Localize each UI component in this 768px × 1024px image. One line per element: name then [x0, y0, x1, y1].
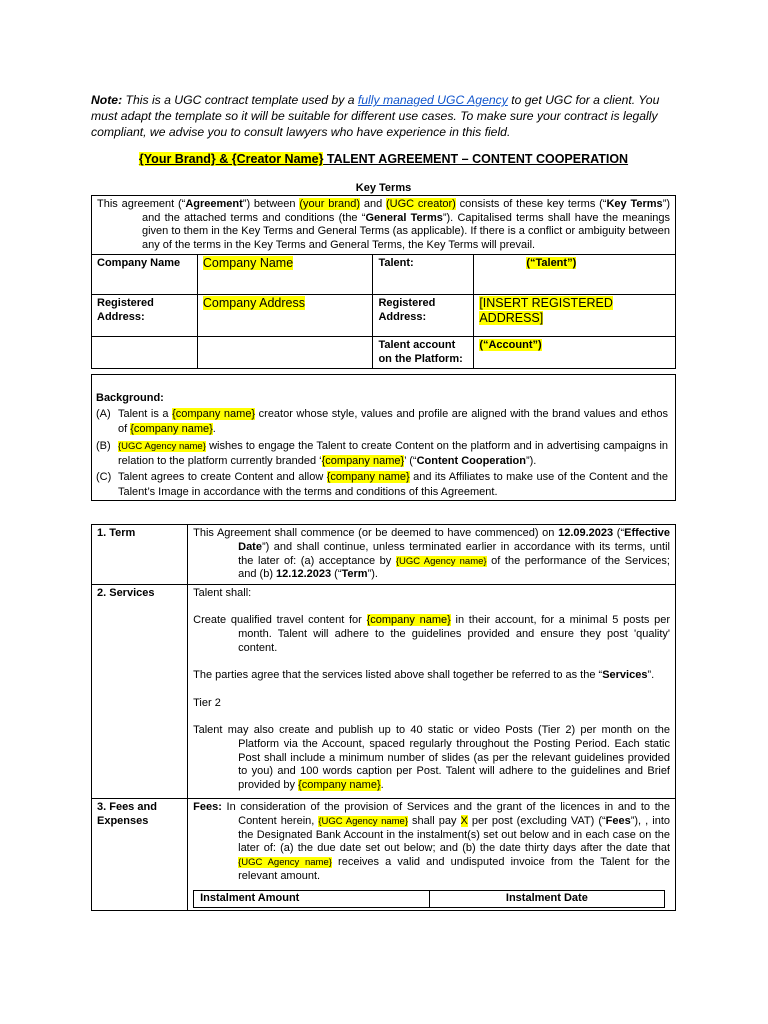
services-p3: The parties agree that the services listed above shall together be referred to as the “Services”. [193, 669, 655, 682]
account-label: Talent account on the Platform: [373, 337, 474, 369]
services-label: 2. Services [92, 585, 188, 799]
background-heading: Background: [96, 392, 164, 404]
fees-content: Fees: In consideration of the provision of Services and the grant of the licences in and to the Content herein, {UGC Agency name} shall pay X per post (excluding VAT) (“Fees”), , into the Designated Bank Account in the instalment(s) set out below and in each case on the later of: (a) the due date set out below; and (b) the date thirty days after the date that {UGC Agency name} receives a valid and undisputed invoice from the Talent for the relevant amount. Instalment Amount Instalment Date [188, 798, 676, 910]
title-text: TALENT AGREEMENT – CONTENT COOPERATION [323, 152, 629, 166]
services-p2: Create qualified travel content for {company name} in their account, for a minimal 5 posts per month. Talent will adhere to the guidelines provided and ensure they post 'quality' content. [193, 614, 671, 655]
services-intro: Talent shall: [193, 587, 252, 600]
company-address-value: Company Address [197, 295, 373, 337]
title-placeholder: {Your Brand} & {Creator Name} [138, 152, 324, 166]
account-value: (“Account”) [474, 337, 676, 369]
talent-address-value: [INSERT REGISTERED ADDRESS] [474, 295, 676, 337]
background-item-c: (C) Talent agrees to create Content and allow {company name} and its Affiliates to make use of the Content and the Talent’s Image in accordance with the terms and conditions of this Agreement. [96, 470, 668, 498]
company-name-row [92, 255, 676, 295]
empty-cell [92, 337, 198, 369]
company-name-label: Company Name [92, 255, 198, 295]
empty-cell [197, 337, 373, 369]
agreement-title [91, 152, 676, 166]
registered-address-row [92, 295, 676, 337]
key-terms-intro: This agreement (“Agreement”) between (your brand) and (UGC creator) consists of these key terms (“Key Terms”) and the attached terms and conditions (the “General Terms”). Capitalised terms shall have the meanings given to them in the Key Terms and General Terms (as applicable). If there is a conflict or ambiguity between any of the terms in the Key Terms and General Terms, the Key Terms will prevail. [92, 196, 676, 255]
agency-link[interactable]: fully managed UGC Agency [357, 93, 508, 107]
account-row [92, 337, 676, 369]
note-text: This is a UGC contract template used by a [122, 93, 358, 107]
talent-label: Talent: [373, 255, 474, 295]
services-p5: Talent may also create and publish up to 40 static or video Posts (Tier 2) per month on the Platform via the Account, spaced regularly throughout the Posting Period. Each static Post shall include a minimum number of slides (as per the relevant guidelines provided to you) and 100 words caption per Post. Talent will adhere to the guidelines and Brief provided by {company name}. [193, 723, 670, 792]
note-text: to get UGC for a client. You must adapt the template so it will be suitable for different use cases. To make sure your contract is legally compliant, we advise you to consult lawyers who have experience in this field. [91, 93, 660, 139]
note-label: Note: [91, 93, 123, 107]
company-name-value: Company Name [197, 255, 373, 295]
fees-label: 3. Fees and Expenses [92, 798, 188, 910]
talent-value: (“Talent”) [474, 255, 676, 295]
template-note [91, 92, 681, 140]
key-terms-table [91, 195, 676, 369]
background-section [91, 374, 676, 501]
term-label: 1. Term [92, 525, 188, 585]
terms-table [91, 524, 676, 911]
services-content [188, 585, 676, 799]
background-item-a: (A) Talent is a {company name} creator whose style, values and profile are aligned with the brand values and ethos of {company name}. [96, 407, 668, 435]
term-row [92, 525, 676, 585]
key-terms-intro-row [92, 196, 676, 255]
key-terms-heading: Key Terms [355, 182, 412, 194]
talent-address-label: Registered Address: [373, 295, 474, 337]
instalment-date-header: Instalment Date [429, 890, 665, 907]
company-address-label: Registered Address: [92, 295, 198, 337]
fees-row [92, 798, 676, 910]
services-row [92, 585, 676, 799]
instalment-amount-header: Instalment Amount [194, 890, 430, 907]
instalment-table [193, 890, 665, 908]
term-content: This Agreement shall commence (or be deemed to have commenced) on 12.09.2023 (“Effective Date”) and shall continue, unless terminated earlier in accordance with its terms, until the later of: (a) acceptance by {UGC Agency name} of the performance of the Services; and (b) 12.12.2023 (“Term”). [188, 525, 676, 585]
tier-heading: Tier 2 [193, 696, 221, 709]
background-item-b: (B) {UGC Agency name} wishes to engage the Talent to create Content on the platform and in advertising campaigns in relation to the platform currently branded ‘{company name}’ (“Content Cooperation”). [96, 439, 669, 467]
